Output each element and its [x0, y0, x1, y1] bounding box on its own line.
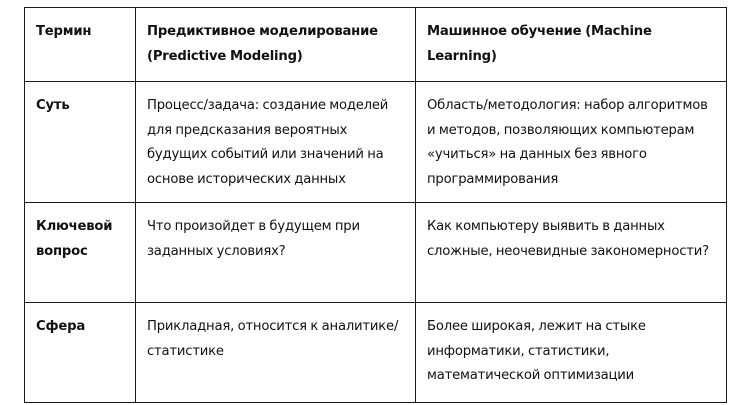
header-machine-learning: Машинное обучение (Machine Learning) — [416, 8, 727, 82]
header-predictive-modeling: Предиктивное моделирование (Predictive Modeling) — [136, 8, 416, 82]
table-header-row — [25, 8, 727, 82]
row-machine-learning-cell: Область/методология: набор алгоритмов и методов, позволяющих компьютерам «учиться» на данных без явного программирования — [416, 82, 727, 203]
row-term: Сфера — [25, 303, 136, 403]
comparison-table — [24, 7, 727, 403]
row-machine-learning-cell: Более широкая, лежит на стыке информатики, статистики, математической оптимизации — [416, 303, 727, 403]
header-term: Термин — [25, 8, 136, 82]
row-term: Суть — [25, 82, 136, 203]
row-predictive-modeling-cell: Что произойдет в будущем при заданных условиях? — [136, 203, 416, 303]
table-row — [25, 203, 727, 303]
row-predictive-modeling-cell: Процесс/задача: создание моделей для предсказания вероятных будущих событий или значений на основе исторических данных — [136, 82, 416, 203]
row-predictive-modeling-cell: Прикладная, относится к аналитике/статистике — [136, 303, 416, 403]
table-row — [25, 82, 727, 203]
row-term: Ключевой вопрос — [25, 203, 136, 303]
row-machine-learning-cell: Как компьютеру выявить в данных сложные, неочевидные закономерности? — [416, 203, 727, 303]
table-row — [25, 303, 727, 403]
